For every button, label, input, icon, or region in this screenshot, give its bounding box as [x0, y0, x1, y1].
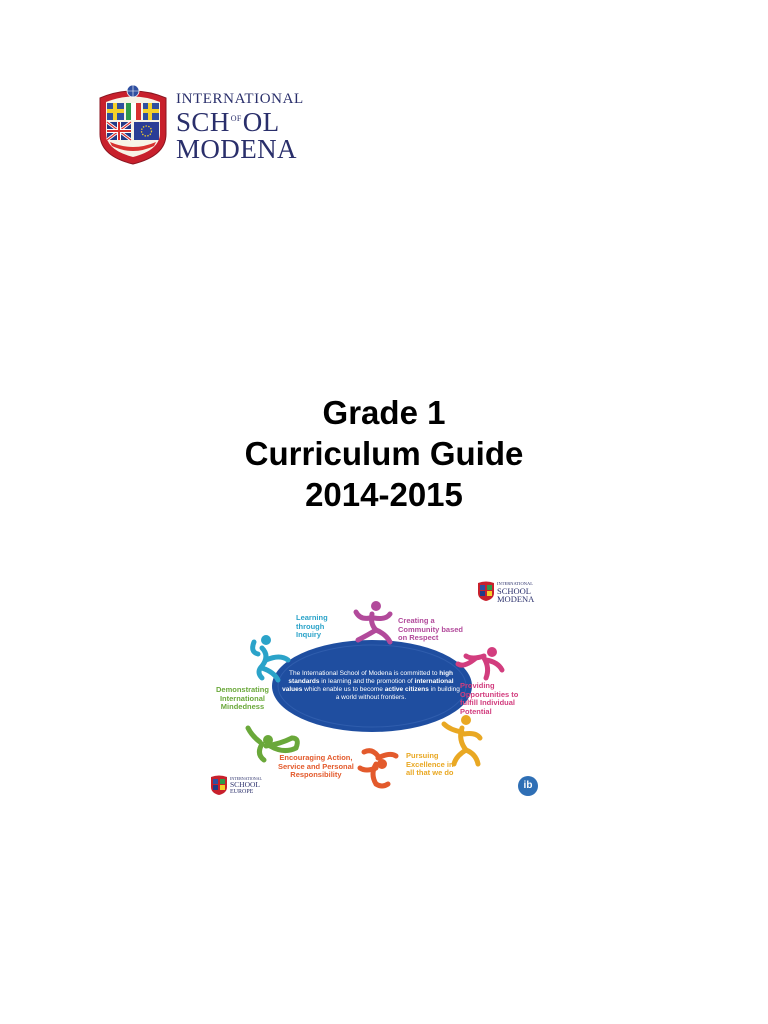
logo-school-b: OL: [242, 107, 280, 137]
mission-part-a: The International School of Modena is committed to: [288, 670, 440, 677]
value-label-learning: Learning through Inquiry: [296, 613, 328, 639]
europe-logo-line3: EUROPE: [230, 788, 254, 795]
logo-line-school: [176, 109, 304, 136]
school-values-graphic: [200, 568, 550, 806]
figure-respect-icon: [356, 601, 390, 642]
value-label-mindedness: Demonstrating International Mindedness: [216, 685, 269, 711]
logo-school-a: SCH: [176, 107, 230, 137]
title-guide: Curriculum Guide: [244, 435, 524, 472]
logo-wordmark: [176, 92, 304, 163]
mission-highlight-standards: high standards: [288, 670, 454, 685]
value-label-action: Encouraging Action, Service and Personal Responsibility: [278, 753, 354, 779]
small-crest-icon: [477, 580, 495, 602]
logo-line-modena: MODENA: [176, 134, 297, 164]
europe-logo-line2: SCHOOL: [230, 780, 261, 789]
europe-crest-icon: [210, 774, 228, 796]
mission-highlight-citizens: active citizens: [384, 686, 429, 693]
value-label-potential: Providing Opportunities to fulfill Individual Potential: [460, 681, 519, 716]
logo-of: OF: [230, 114, 242, 123]
europe-school-logo: [210, 774, 272, 800]
figure-action-icon: [360, 751, 396, 786]
title-year: 2014-2015: [305, 476, 463, 513]
title-grade: Grade 1: [322, 394, 446, 431]
small-logo-line3: MODENA: [497, 594, 535, 604]
ib-logo-icon: ib: [518, 776, 538, 796]
europe-logo-line1: INTERNATIONAL: [230, 776, 262, 781]
crest-icon: [96, 82, 170, 166]
logo-line-international: INTERNATIONAL: [176, 91, 304, 107]
value-label-excellence: Pursuing Excellence in all that we do: [406, 751, 454, 777]
mission-part-g: in building a world without frontiers.: [335, 686, 460, 701]
small-logo-line2: SCHOOL: [497, 585, 532, 596]
school-logo: [96, 82, 306, 168]
mission-statement: [282, 670, 460, 702]
small-school-logo: [477, 580, 547, 606]
mission-part-e: which enable us to become: [302, 686, 385, 693]
mission-highlight-values: international values: [282, 678, 454, 693]
small-logo-line1: INTERNATIONAL: [497, 581, 533, 586]
document-title: [0, 392, 768, 515]
value-label-respect: Creating a Community based on Respect: [398, 616, 464, 642]
mission-part-c: in learning and the promotion of: [319, 678, 415, 685]
